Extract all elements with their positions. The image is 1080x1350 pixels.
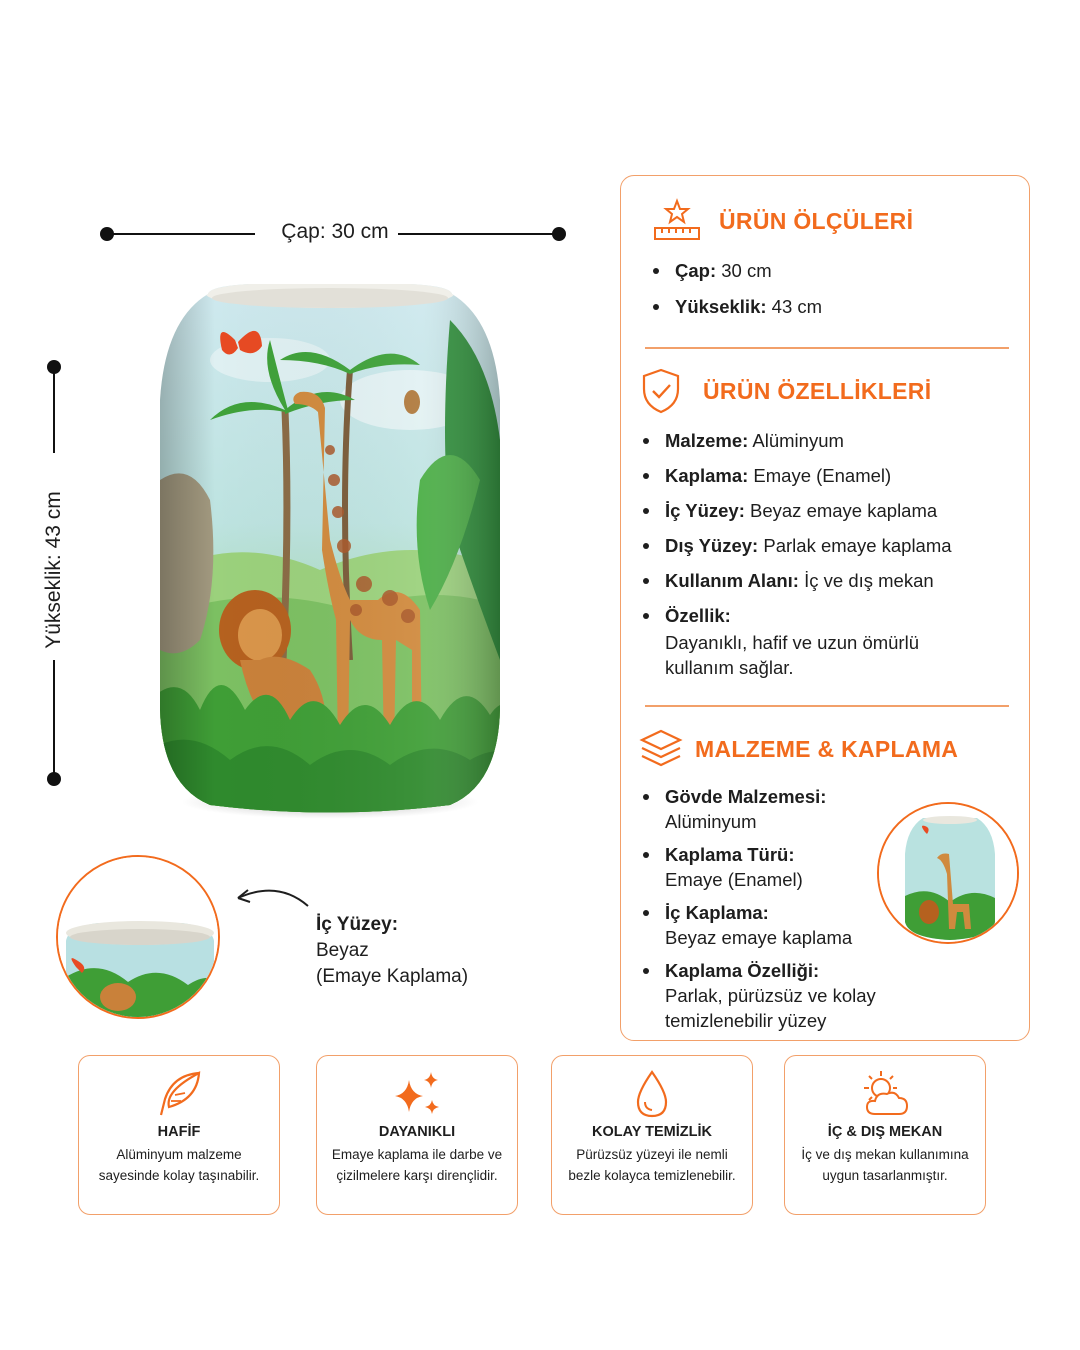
list-item: Özellik: Dayanıklı, hafif ve uzun ömürlü kullanım sağlar. xyxy=(643,603,1003,680)
sparkle-icon xyxy=(317,1066,517,1122)
feature-card-durable xyxy=(316,1055,518,1215)
product-info-panel xyxy=(620,175,1030,1041)
feature-card-easy-clean xyxy=(551,1055,753,1215)
diameter-dimension xyxy=(100,220,568,244)
inner-surface-line2: (Emaye Kaplama) xyxy=(316,966,469,987)
card-title: DAYANIKLI xyxy=(378,1124,456,1140)
list-item: Malzeme: Alüminyum xyxy=(643,428,1003,453)
list-item: Kullanım Alanı: İç ve dış mekan xyxy=(643,568,1003,593)
feature-card-indoor-outdoor xyxy=(784,1055,986,1215)
section-divider xyxy=(645,347,1009,349)
list-item: Dış Yüzey: Parlak emaye kaplama xyxy=(643,533,1003,558)
vase-rim-closeup xyxy=(58,857,220,1019)
card-title: HAFİF xyxy=(157,1124,201,1140)
material-list xyxy=(643,784,876,1033)
dimension-endpoint xyxy=(47,772,61,786)
list-item: Kaplama Türü: Emaye (Enamel) xyxy=(643,842,873,892)
droplet-icon xyxy=(552,1066,752,1122)
card-title: İÇ & DIŞ MEKAN xyxy=(827,1124,943,1140)
ruler-star-icon xyxy=(649,196,705,246)
card-description: Alüminyum malzeme sayesinde kolay taşınabilir. xyxy=(98,1147,260,1183)
list-item: İç Yüzey: Beyaz emaye kaplama xyxy=(643,498,1003,523)
inner-surface-title: İç Yüzey: xyxy=(316,914,399,935)
inner-surface-zoom xyxy=(56,855,220,1019)
pointer-arrow-icon xyxy=(228,880,312,910)
list-item: Çap: 30 cm xyxy=(653,258,822,283)
inner-surface-note xyxy=(316,912,468,990)
sun-cloud-icon xyxy=(785,1066,985,1122)
height-dimension xyxy=(44,360,64,786)
layers-icon xyxy=(633,724,689,774)
material-header xyxy=(633,724,958,774)
dimension-line xyxy=(53,660,55,778)
diameter-label: Çap: 30 cm xyxy=(281,220,389,243)
inner-surface-line1: Beyaz xyxy=(316,940,369,961)
section-divider xyxy=(645,705,1009,707)
measurements-list xyxy=(653,258,822,319)
features-header xyxy=(633,366,931,416)
material-title: MALZEME & KAPLAMA xyxy=(695,735,959,762)
card-title: KOLAY TEMİZLİK xyxy=(591,1124,713,1140)
list-item: Kaplama: Emaye (Enamel) xyxy=(643,463,1003,488)
features-title: ÜRÜN ÖZELLİKLERİ xyxy=(703,377,932,404)
dimension-line xyxy=(53,367,55,453)
card-description: Emaye kaplama ile darbe ve çizilmelere karşı dirençlidir. xyxy=(331,1147,503,1183)
jungle-vase-illustration xyxy=(150,280,510,820)
feather-icon xyxy=(79,1066,279,1122)
feature-card-light xyxy=(78,1055,280,1215)
dimension-line xyxy=(398,233,560,235)
list-item: İç Kaplama: Beyaz emaye kaplama xyxy=(643,900,873,950)
list-item: Gövde Malzemesi: Alüminyum xyxy=(643,784,873,834)
vase-thumbnail-illustration xyxy=(879,804,1019,944)
list-item: Yükseklik: 43 cm xyxy=(653,294,822,319)
dimension-endpoint xyxy=(552,227,566,241)
list-item: Kaplama Özelliği: Parlak, pürüzsüz ve kolay temizlenebilir yüzey xyxy=(643,958,873,1033)
shield-check-icon xyxy=(633,366,689,416)
measurements-header xyxy=(649,196,913,246)
features-list xyxy=(643,428,1003,680)
card-description: İç ve dış mekan kullanımına uygun tasarlanmıştır. xyxy=(801,1147,969,1183)
vase-thumbnail xyxy=(877,802,1019,944)
dimension-line xyxy=(107,233,255,235)
card-description: Pürüzsüz yüzeyi ile nemli bezle kolayca temizlenebilir. xyxy=(568,1147,736,1183)
vase-image xyxy=(150,280,510,820)
measurements-title: ÜRÜN ÖLÇÜLERİ xyxy=(719,207,914,234)
height-label: Yükseklik: 43 cm xyxy=(42,491,65,649)
